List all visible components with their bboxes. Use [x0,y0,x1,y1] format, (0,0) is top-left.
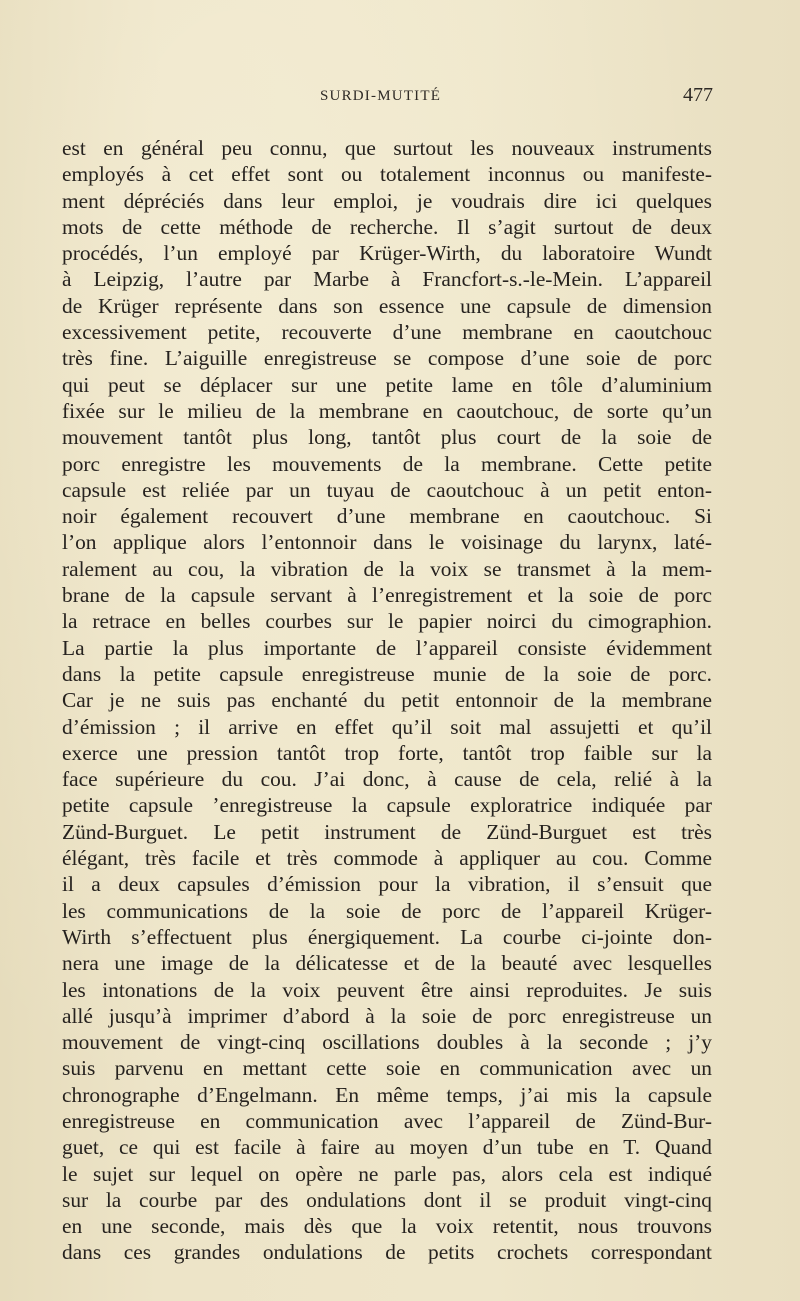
running-title: SURDI-MUTITÉ [320,88,442,104]
text-line: petite capsule ’enregistreuse la capsule exploratrice indiquée par [62,793,712,818]
text-line: la retrace en belles courbes sur le papier noirci du cimographion. [62,609,712,634]
text-line: noir également recouvert d’une membrane en caoutchouc. Si [62,504,712,529]
body-text [62,135,712,1266]
text-line: Zünd-Burguet. Le petit instrument de Zünd-Burguet est très [62,819,712,844]
text-line: l’on applique alors l’entonnoir dans le voisinage du larynx, laté- [62,530,712,555]
text-line: est en général peu connu, que surtout les nouveaux instruments [62,136,712,160]
text-line: employés à cet effet sont ou totalement inconnus ou manifeste- [62,162,712,187]
text-line: mouvement de vingt-cinq oscillations doubles à la seconde ; j’y [62,1030,712,1055]
text-line: Wirth s’effectuent plus énergiquement. La courbe ci-jointe don- [62,924,712,949]
text-line: mots de cette méthode de recherche. Il s’agit surtout de deux [62,214,712,239]
text-line: nera une image de la délicatesse et de la beauté avec lesquelles [62,951,712,976]
text-line: qui peut se déplacer sur une petite lame en tôle d’aluminium [62,372,712,397]
text-line: les intonations de la voix peuvent être ainsi reproduites. Je suis [62,977,712,1002]
text-line: d’émission ; il arrive en effet qu’il soit mal assujetti et qu’il [62,714,712,739]
text-line: sur la courbe par des ondulations dont il se produit vingt-cinq [62,1187,712,1212]
text-line: excessivement petite, recouverte d’une membrane en caoutchouc [62,320,712,345]
text-line: face supérieure du cou. J’ai donc, à cause de cela, relié à la [62,767,712,792]
text-line: dans ces grandes ondulations de petits crochets correspondant [62,1240,712,1265]
page-number: 477 [683,84,713,106]
text-line: élégant, très facile et très commode à appliquer au cou. Comme [62,846,712,871]
text-line: enregistreuse en communication avec l’appareil de Zünd-Bur- [62,1108,712,1133]
text-line: allé jusqu’à imprimer d’abord à la soie de porc enregistreuse un [62,1003,712,1028]
text-line: dans la petite capsule enregistreuse munie de la soie de porc. [62,661,712,686]
text-line: mouvement tantôt plus long, tantôt plus court de la soie de [62,425,712,450]
text-line: de Krüger représente dans son essence une capsule de dimension [62,293,712,318]
text-line: procédés, l’un employé par Krüger-Wirth, du laboratoire Wundt [62,241,712,266]
text-line: guet, ce qui est facile à faire au moyen d’un tube en T. Quand [62,1135,712,1160]
text-line: ralement au cou, la vibration de la voix se transmet à la mem- [62,556,712,581]
text-line: porc enregistre les mouvements de la membrane. Cette petite [62,451,712,476]
text-line: très fine. L’aiguille enregistreuse se compose d’une soie de porc [62,346,712,371]
running-head [0,84,800,118]
text-line: capsule est reliée par un tuyau de caoutchouc à un petit enton- [62,477,712,502]
text-line: ment dépréciés dans leur emploi, je voudrais dire ici quelques [62,188,712,213]
text-line: chronographe d’Engelmann. En même temps, j’ai mis la capsule [62,1082,712,1107]
text-line: Car je ne suis pas enchanté du petit entonnoir de la membrane [62,688,712,713]
text-line: le sujet sur lequel on opère ne parle pas, alors cela est indiqué [62,1161,712,1186]
text-line: brane de la capsule servant à l’enregistrement et la soie de porc [62,583,712,608]
text-line: fixée sur le milieu de la membrane en caoutchouc, de sorte qu’un [62,398,712,423]
text-line: La partie la plus importante de l’appareil consiste évidemment [62,635,712,660]
text-line: exerce une pression tantôt trop forte, tantôt trop faible sur la [62,740,712,765]
text-line: suis parvenu en mettant cette soie en communication avec un [62,1056,712,1081]
text-line: les communications de la soie de porc de l’appareil Krüger- [62,898,712,923]
text-line: à Leipzig, l’autre par Marbe à Francfort-s.-le-Mein. L’appareil [62,267,712,292]
text-line: il a deux capsules d’émission pour la vibration, il s’ensuit que [62,872,712,897]
text-line: en une seconde, mais dès que la voix retentit, nous trouvons [62,1214,712,1239]
